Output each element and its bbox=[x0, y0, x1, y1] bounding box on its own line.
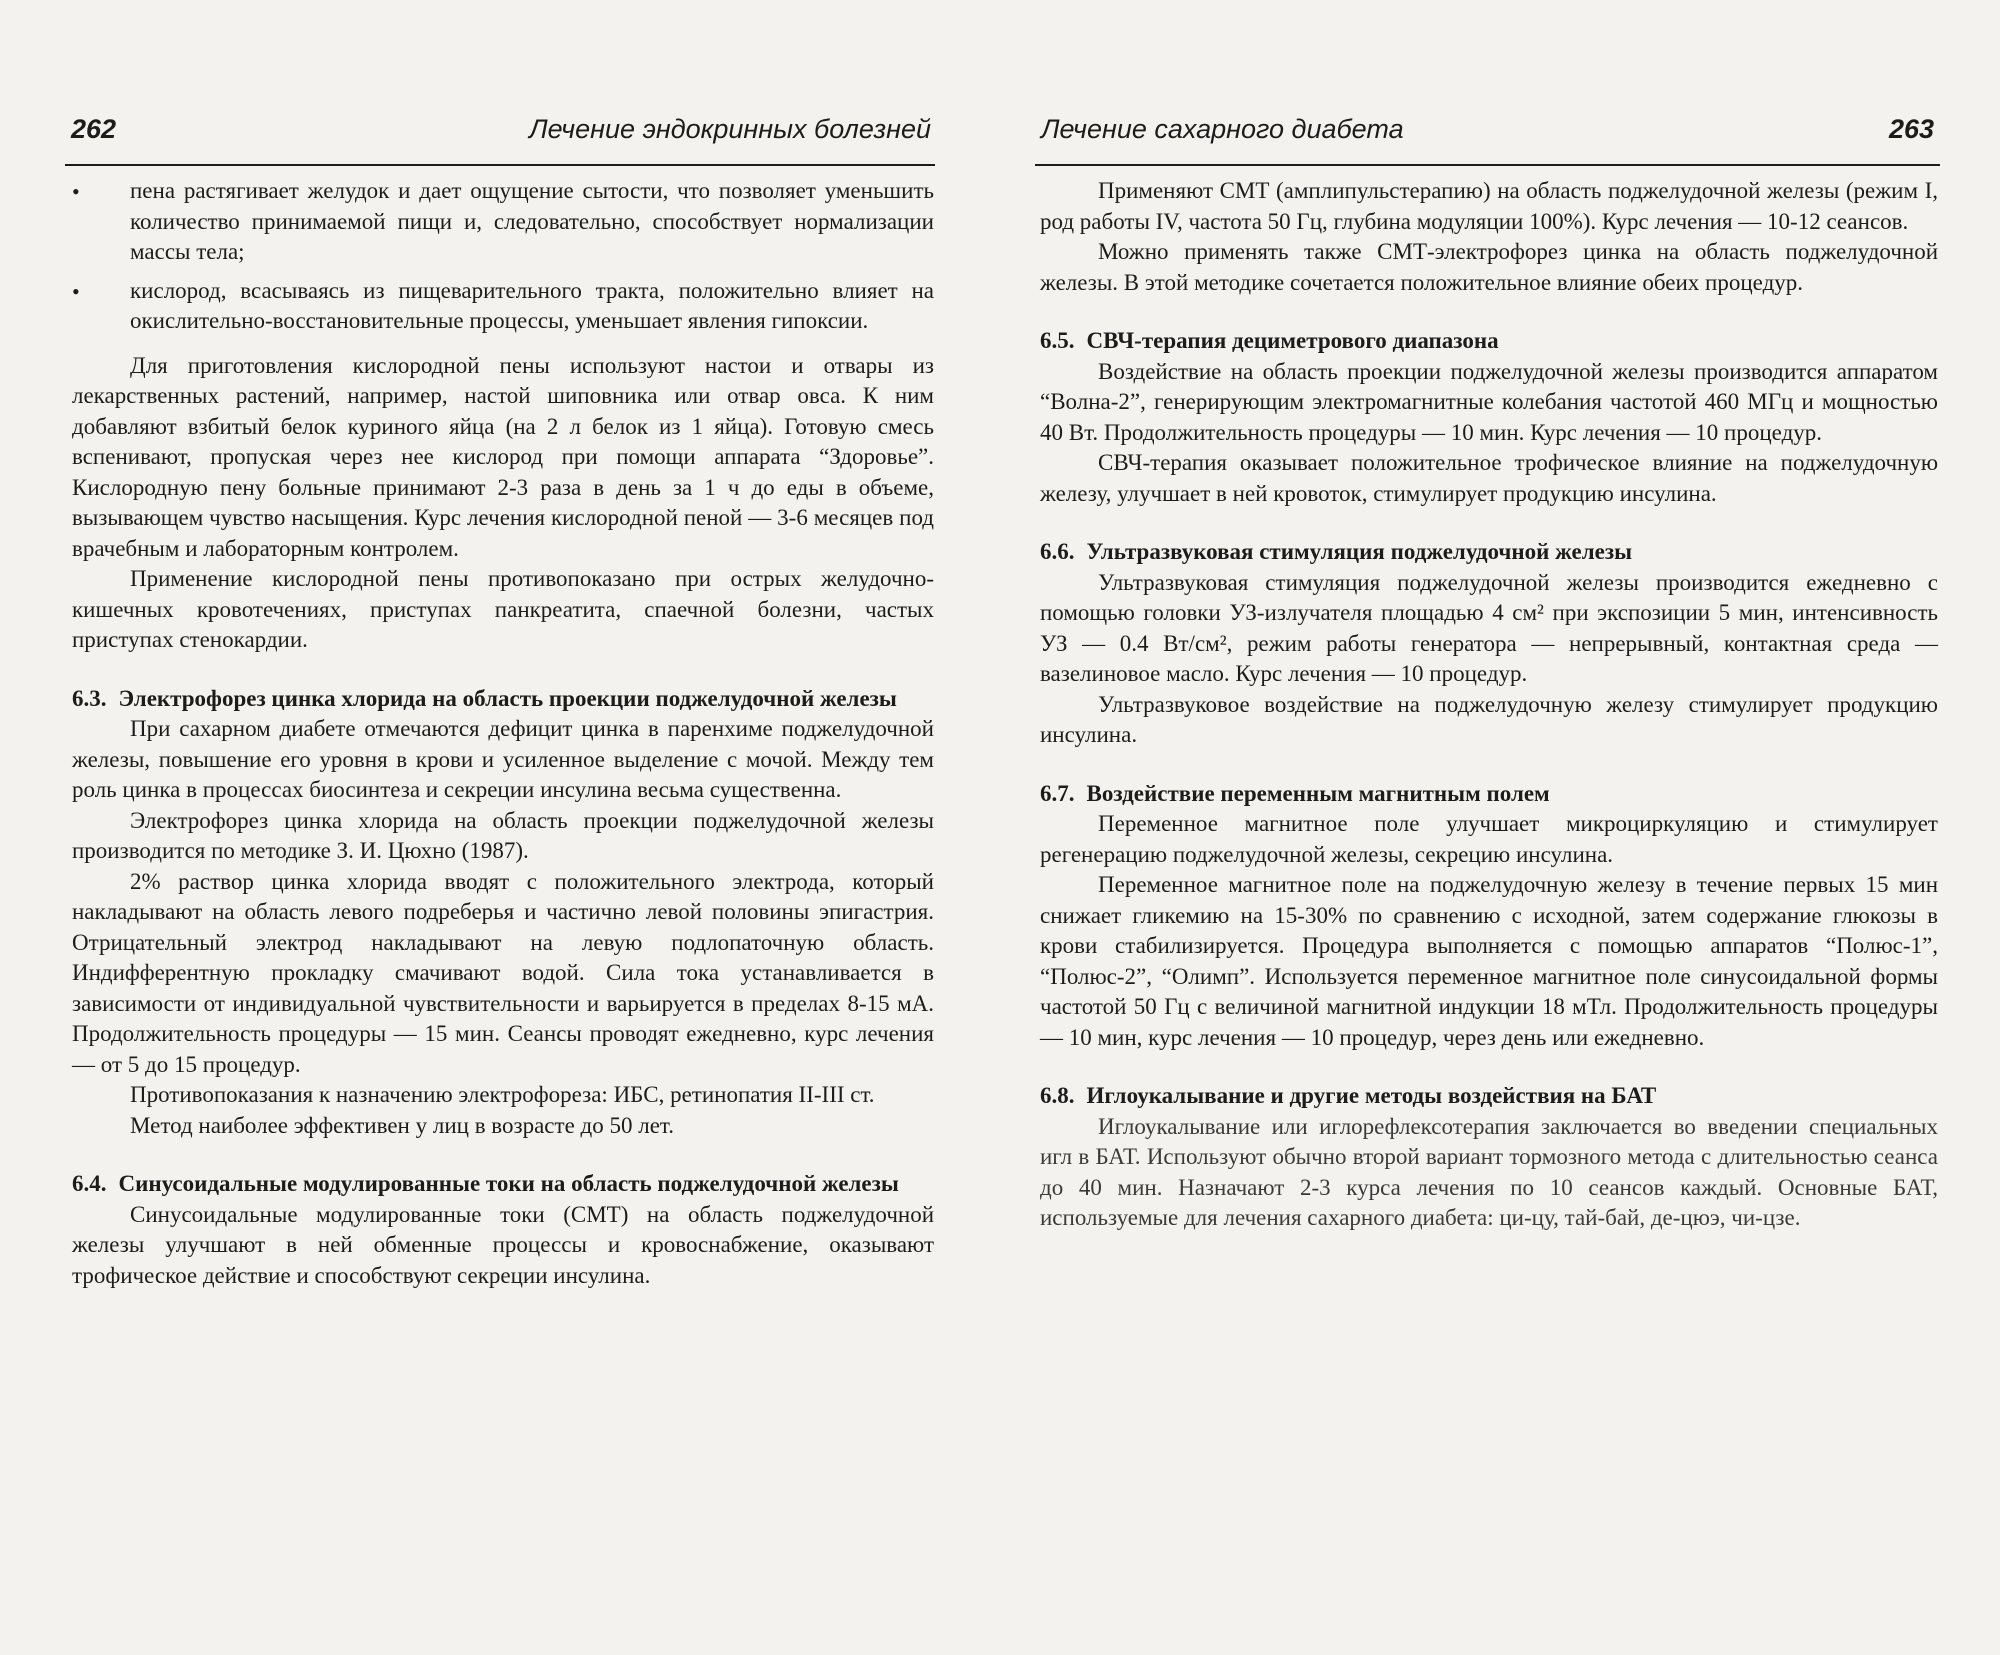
section-title: Синусоидальные модулированные токи на область поджелудочной железы bbox=[118, 1171, 899, 1196]
bullet-icon: • bbox=[72, 179, 80, 204]
page-number: 262 bbox=[71, 114, 117, 144]
section-heading-6-5 bbox=[1040, 326, 1938, 357]
running-title: Лечение сахарного диабета bbox=[1041, 114, 1404, 144]
bullet-text: кислород, всасываясь из пищеварительного тракта, положительно влияет на окислительно-восстановительные процессы, уменьшает явления гипоксии. bbox=[130, 277, 934, 333]
paragraph: Применение кислородной пены противопоказано при острых желудочно-кишечных кровотечениях, приступах панкреатита, спаечной болезни, частых приступах стенокардии. bbox=[72, 566, 934, 652]
paragraph: Электрофорез цинка хлорида на область проекции поджелудочной железы производится по методике З. И. Цюхно (1987). bbox=[72, 807, 934, 863]
bullet-item bbox=[72, 276, 934, 337]
section-heading-6-7 bbox=[1040, 779, 1938, 810]
paragraph: Для приготовления кислородной пены используют настои и отвары из лекарственных растений, например, настой шиповника или отвар овса. К ним добавляют взбитый белок куриного яйца (на 2 л белок из 1 яйца). Готовую смесь вспенивают, пропуская через нее кислород при помощи аппарата “Здоровье”. Кислородную пену больные принимают 2-3 раза в день за 1 ч до еды в объеме, вызывающем чувство насыщения. Курс лечения кислородной пеной — 3-6 месяцев под врачебным и лабораторным контролем. bbox=[72, 352, 934, 561]
section-number: 6.5. bbox=[1040, 328, 1075, 353]
paragraph: 2% раствор цинка хлорида вводят с положительного электрода, который накладывают на область левого подреберья и частично левой половины эпигастрия. Отрицательный электрод накладывают на левую подлопаточную область. Индифферентную прокладку смачивают водой. Сила тока устанавливается в зависимости от индивидуальной чувствительности и варьируется в пределах 8-15 мА. Продолжительность процедуры — 15 мин. Сеансы проводят ежедневно, курс лечения — от 5 до 15 процедур. bbox=[72, 868, 934, 1077]
page-header-right bbox=[1035, 104, 1940, 166]
section-heading-6-8 bbox=[1040, 1081, 1938, 1112]
section-number: 6.4. bbox=[72, 1171, 107, 1196]
paragraph: Метод наиболее эффективен у лиц в возрасте до 50 лет. bbox=[130, 1112, 674, 1138]
paragraph: Переменное магнитное поле улучшает микроциркуляцию и стимулирует регенерацию поджелудочной железы, секрецию инсулина. bbox=[1040, 811, 1938, 867]
page-header-left bbox=[65, 104, 935, 166]
section-number: 6.3. bbox=[72, 685, 107, 711]
paragraph: СВЧ-терапия оказывает положительное трофическое влияние на поджелудочную железу, улучшает в ней кровоток, стимулирует продукцию инсулина. bbox=[1040, 450, 1938, 506]
section-number: 6.8. bbox=[1040, 1083, 1075, 1108]
section-heading-6-6 bbox=[1040, 537, 1938, 568]
paragraph: Синусоидальные модулированные токи (СМТ) на область поджелудочной железы улучшают в ней обменные процессы и кровоснабжение, оказывают трофическое действие и способствуют секреции инсулина. bbox=[72, 1201, 934, 1288]
section-number: 6.7. bbox=[1040, 780, 1075, 806]
paragraph: При сахарном диабете отмечаются дефицит цинка в паренхиме поджелудочной железы, повышение его уровня в крови и усиленное выделение с мочой. Между тем роль цинка в процессах биосинтеза и секреции инсулина весьма существенна. bbox=[72, 716, 934, 802]
section-title: Ультразвуковая стимуляция поджелудочной железы bbox=[1086, 539, 1633, 564]
bullet-text: пена растягивает желудок и дает ощущение сытости, что позволяет уменьшить количество принимаемой пищи и, следовательно, способствует нормализации массы тела; bbox=[130, 178, 934, 264]
text-column-right bbox=[1040, 176, 1938, 1234]
bullet-item bbox=[72, 176, 934, 268]
section-heading-6-3 bbox=[72, 684, 934, 715]
bullet-icon: • bbox=[72, 278, 80, 304]
paragraph: Переменное магнитное поле на поджелудочную железу в течение первых 15 мин снижает гликемию на 15-30% по сравнению с исходной, затем содержание глюкозы в крови стабилизируется. Процедура выполняется с помощью аппаратов “Полюс-1”, “Полюс-2”, “Олимп”. Используется переменное магнитное поле синусоидальной формы частотой 50 Гц с величиной магнитной индукции 18 мТл. Продолжительность процедуры — 10 мин, курс лечения — 10 процедур, через день или ежедневно. bbox=[1040, 872, 1938, 1050]
paragraph: Можно применять также СМТ-электрофорез цинка на область поджелудочной железы. В этой методике сочетается положительное влияние обеих процедур. bbox=[1040, 239, 1938, 295]
paragraph: Ультразвуковое воздействие на поджелудочную железу стимулирует продукцию инсулина. bbox=[1040, 691, 1938, 747]
section-title: Электрофорез цинка хлорида на область проекции поджелудочной железы bbox=[118, 685, 897, 711]
text-column-left bbox=[72, 176, 934, 1291]
section-title: Воздействие переменным магнитным полем bbox=[1086, 780, 1550, 806]
section-title: СВЧ-терапия дециметрового диапазона bbox=[1086, 328, 1499, 353]
section-number: 6.6. bbox=[1040, 539, 1075, 564]
page-right bbox=[1000, 0, 2000, 1655]
page-number: 263 bbox=[1888, 114, 1934, 144]
paragraph: Воздействие на область проекции поджелудочной железы производится аппаратом “Волна-2”, генерирующим электромагнитные колебания частотой 460 МГц и мощностью 40 Вт. Продолжительность процедуры — 10 мин. Курс лечения — 10 процедур. bbox=[1040, 358, 1938, 445]
paragraph: Ультразвуковая стимуляция поджелудочной железы производится ежедневно с помощью головки УЗ-излучателя площадью 4 см² при экспозиции 5 мин, интенсивность УЗ — 0.4 Вт/см², режим работы генератора — непрерывный, контактная среда — вазелиновое масло. Курс лечения — 10 процедур. bbox=[1040, 569, 1938, 686]
paragraph: Иглоукалывание или иглорефлексотерапия заключается во введении специальных игл в БАТ. Используют обычно второй вариант тормозного метода с длительностью сеанса до 40 мин. Назначают 2-3 курса лечения по 10 сеансов каждый. Основные БАТ, используемые для лечения сахарного диабета: ци-цу, тай-бай, де-цюэ, чи-цзе. bbox=[1040, 1113, 1938, 1230]
running-title: Лечение эндокринных болезней bbox=[529, 114, 931, 144]
paragraph: Противопоказания к назначению электрофореза: ИБС, ретинопатия II-III ст. bbox=[130, 1082, 875, 1107]
section-heading-6-4 bbox=[72, 1169, 934, 1200]
section-title: Иглоукалывание и другие методы воздействия на БАТ bbox=[1086, 1083, 1657, 1108]
paragraph: Применяют СМТ (амплипульстерапию) на область поджелудочной железы (режим I, род работы IV, частота 50 Гц, глубина модуляции 100%). Курс лечения — 10-12 сеансов. bbox=[1040, 178, 1938, 234]
